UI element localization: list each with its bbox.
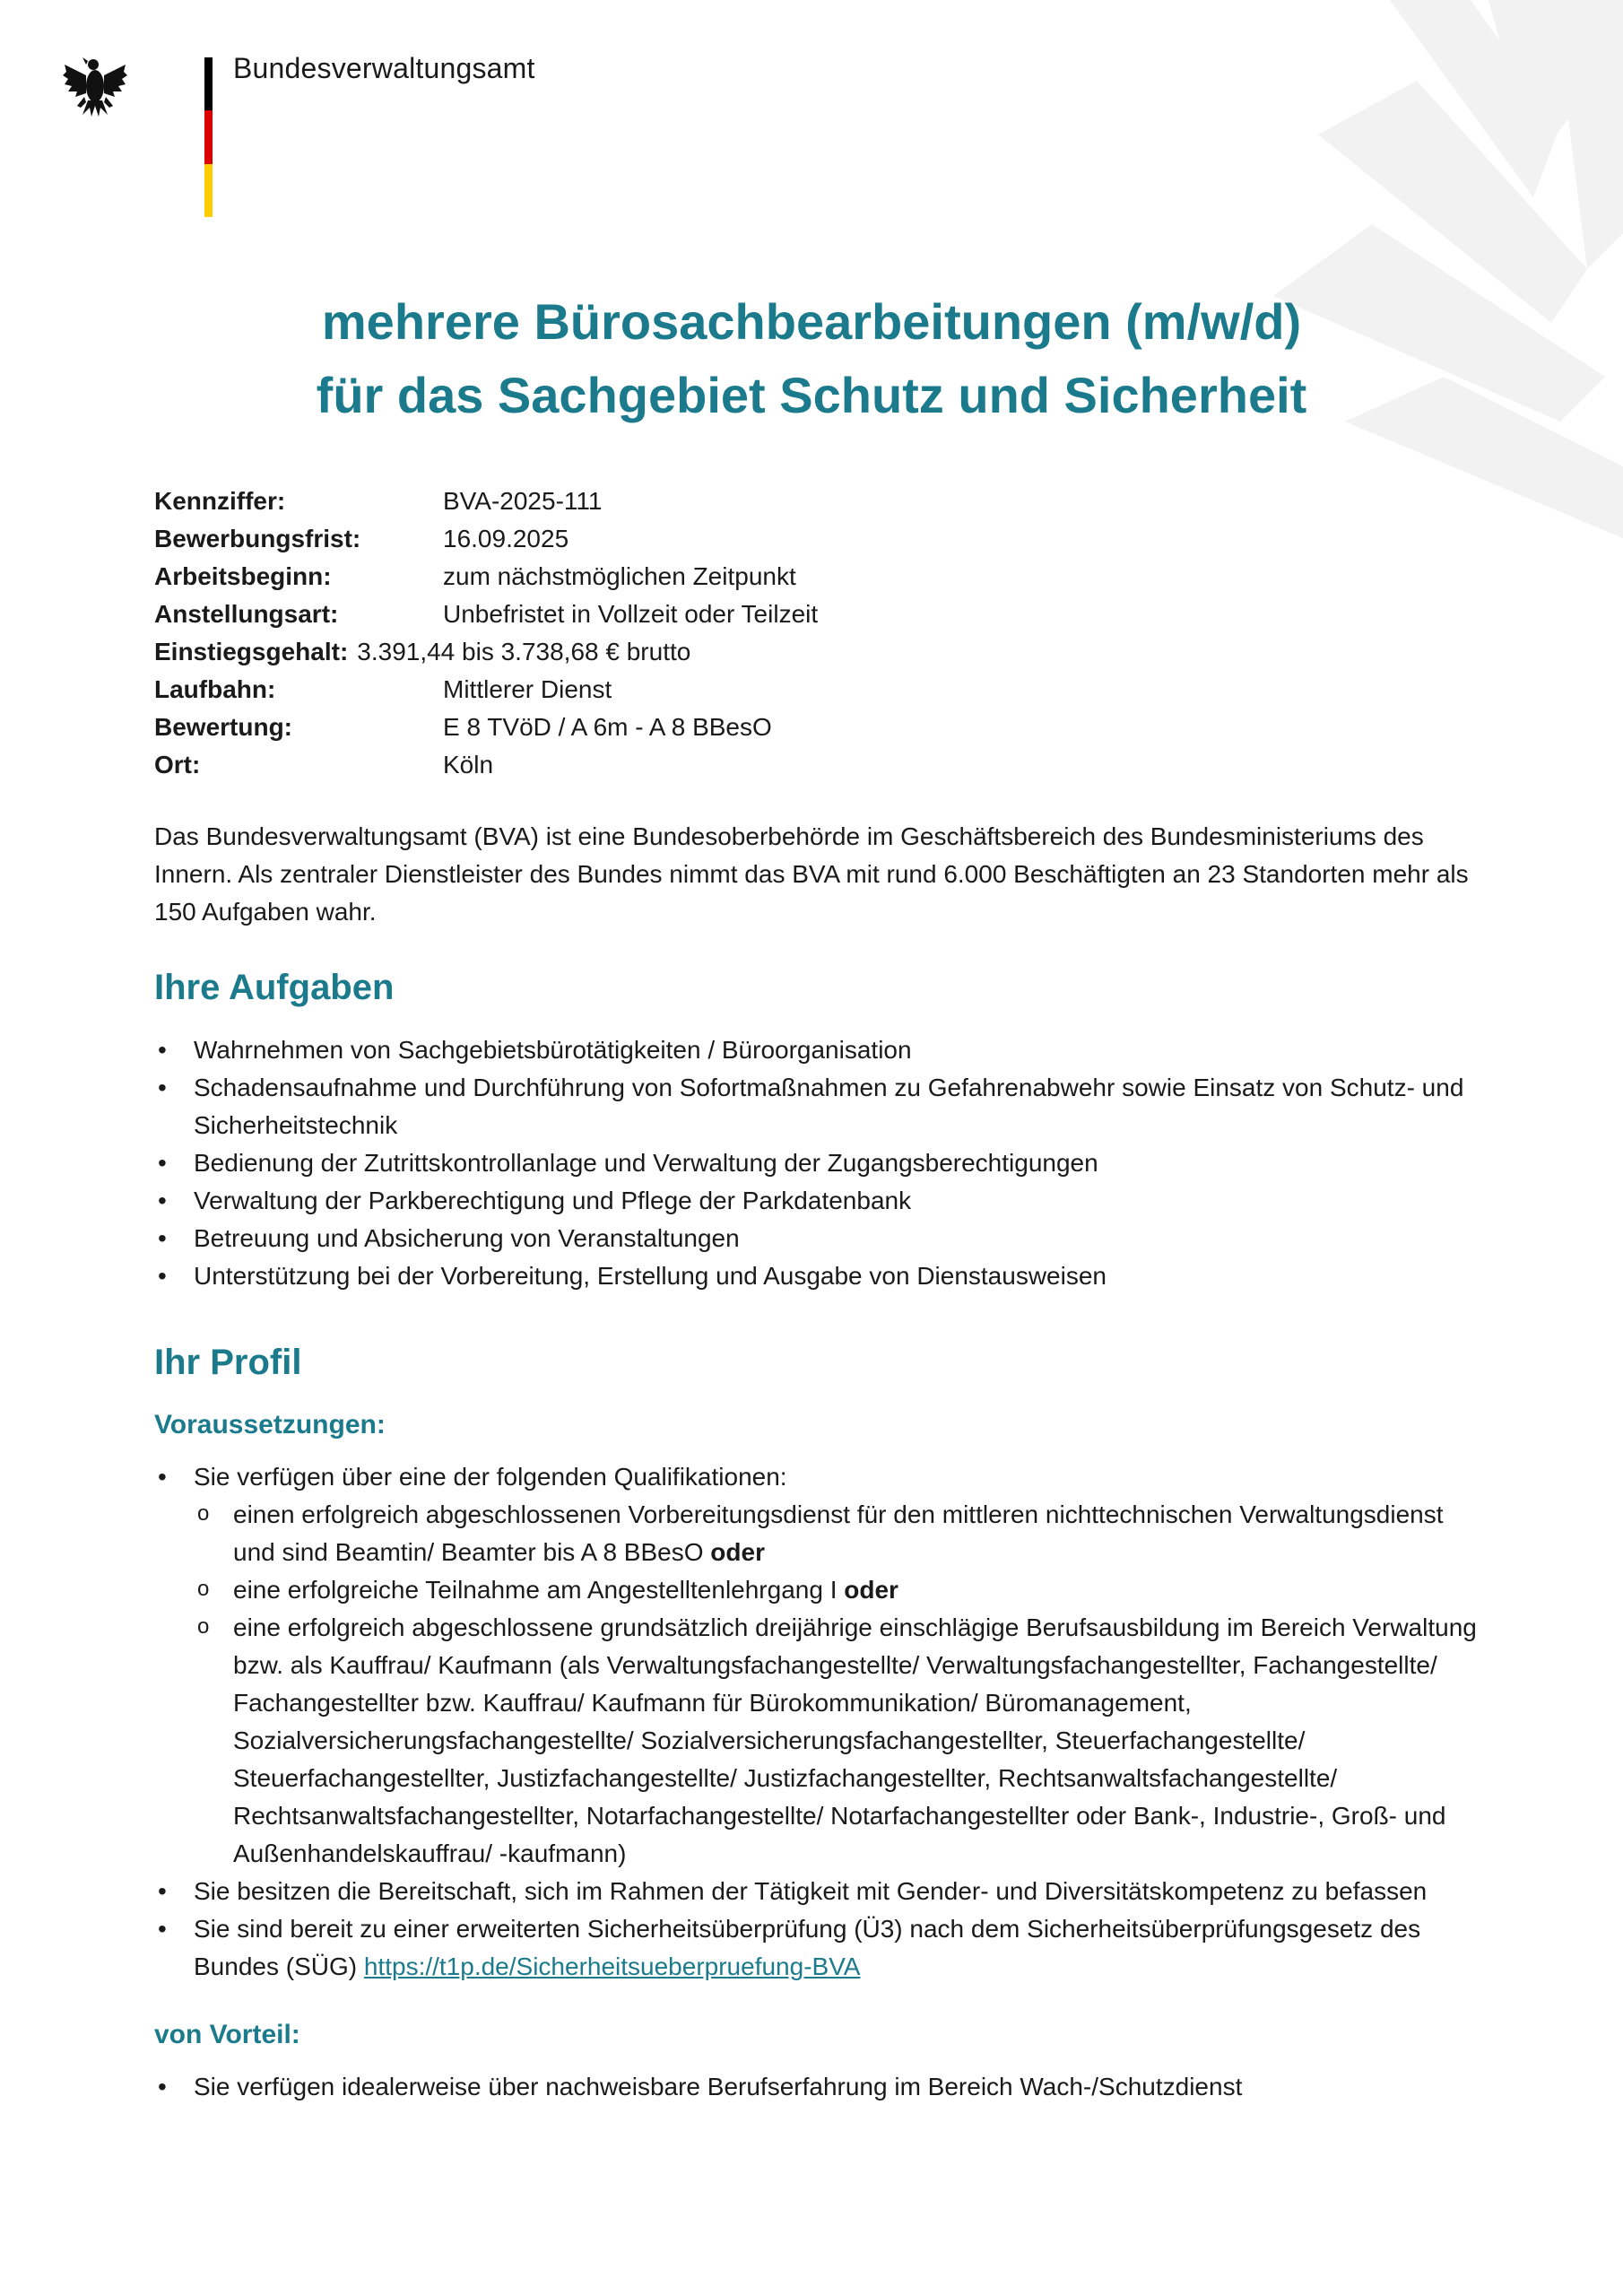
job-title-line1: mehrere Bürosachbearbeitungen (m/w/d) [321,293,1302,350]
fact-label: Ort: [154,751,201,778]
job-title-line2: für das Sachgebiet Schutz und Sicherheit [316,367,1307,423]
subheading-vorteil: von Vorteil: [154,2020,300,2049]
list-item: • Wahrnehmen von Sachgebietsbürotätigkeiten / Büroorganisation [154,1031,1481,1069]
fact-value: E 8 TVöD / A 6m - A 8 BBesO [443,713,772,741]
fact-label: Einstiegsgehalt: [154,638,349,665]
agency-logo [61,52,535,231]
fact-row [154,671,1499,709]
sublist-text: eine erfolgreiche Teilnahme am Angestelltenlehrgang I [233,1576,838,1604]
list-item [154,1458,1481,1873]
eagle-watermark-icon [1264,0,1623,556]
fact-label: Kennziffer: [154,487,286,515]
job-title [0,285,1623,432]
job-facts [154,483,1499,784]
voraussetzungen-list [154,1458,1481,1986]
list-item: • Sie verfügen idealerweise über nachweisbare Berufserfahrung im Bereich Wach-/Schutzdienst [154,2068,1481,2106]
section-heading-profil: Ihr Profil [154,1343,302,1382]
sicherheitsueberpruefung-link[interactable]: https://t1p.de/Sicherheitsueberpruefung-BVA [363,1952,861,1980]
fact-value: Unbefristet in Vollzeit oder Teilzeit [443,600,819,628]
fact-value: Mittlerer Dienst [443,675,612,703]
fact-row [154,483,1499,520]
fact-value: zum nächstmöglichen Zeitpunkt [443,562,796,590]
list-item: • Unterstützung bei der Vorbereitung, Erstellung und Ausgabe von Dienstausweisen [154,1257,1481,1295]
oder-keyword: oder [844,1576,898,1604]
list-item: • Sie besitzen die Bereitschaft, sich im Rahmen der Tätigkeit mit Gender- und Diversitätskompetenz zu befassen [154,1873,1481,1910]
fact-value: 3.391,44 bis 3.738,68 € brutto [357,638,691,665]
section-heading-aufgaben: Ihre Aufgaben [154,968,395,1007]
sublist-item [194,1571,1481,1609]
fact-label: Laufbahn: [154,675,276,703]
fact-row [154,520,1499,558]
fact-label: Arbeitsbeginn: [154,562,332,590]
flag-stripe-red [204,110,213,163]
federal-eagle-icon [61,52,129,120]
fact-value: 16.09.2025 [443,525,569,552]
fact-value: Köln [443,751,494,778]
fact-row [154,633,1499,671]
list-item: • Bedienung der Zutrittskontrollanlage und Verwaltung der Zugangsberechtigungen [154,1144,1481,1182]
fact-label: Bewertung: [154,713,292,741]
sublist-item [194,1496,1481,1571]
list-item: • Betreuung und Absicherung von Veranstaltungen [154,1220,1481,1257]
subheading-voraussetzungen: Voraussetzungen: [154,1410,386,1439]
list-item [154,1910,1481,1986]
list-item: • Verwaltung der Parkberechtigung und Pflege der Parkdatenbank [154,1182,1481,1220]
vorteil-list [154,2068,1481,2106]
fact-row [154,558,1499,596]
qualifikation-sublist [194,1496,1481,1873]
list-item: • Schadensaufnahme und Durchführung von Sofortmaßnahmen zu Gefahrenabwehr sowie Einsatz von Schutz- und Sicherheitstechnik [154,1069,1481,1144]
aufgaben-list [154,1031,1481,1295]
oder-keyword: oder [710,1538,765,1566]
sublist-item: o eine erfolgreich abgeschlossene grundsätzlich dreijährige einschlägige Berufsausbildung im Bereich Verwaltung bzw. als Kauffrau/ Kaufmann (als Verwaltungsfachangestellte/ Verwaltungsfachangestellter, Fachangestellte/ Fachangestellter bzw. Kauffrau/ Kaufmann für Bürokommunikation/ Büromanagement, Sozialversicherungsfachangestellte/ Sozialversicherungsfachangestellter, Steuerfachangestellte/ Steuerfachangestellter, Justizfachangestellte/ Justizfachangestellter, Rechtsanwaltsfachangestellte/ Rechtsanwaltsfachangestellter, Notarfachangestellte/ Notarfachangestellter oder Bank-, Industrie-, Groß- und Außenhandelskauffrau/ -kaufmann) [194,1609,1481,1873]
fact-label: Anstellungsart: [154,600,339,628]
qualifikation-intro: Sie verfügen über eine der folgenden Qualifikationen: [194,1463,787,1491]
intro-paragraph: Das Bundesverwaltungsamt (BVA) ist eine Bundesoberbehörde im Geschäftsbereich des Bundesministeriums des Innern. Als zentraler Dienstleister des Bundes nimmt das BVA mit rund 6.000 Beschäftigten an 23 Standorten mehr als 150 Aufgaben wahr. [154,822,1469,926]
fact-row [154,596,1499,633]
fact-row [154,709,1499,746]
fact-value: BVA-2025-111 [443,487,603,515]
flag-stripe-gold [204,164,213,217]
flag-stripe-black [204,57,213,110]
list-item-text: Sie sind bereit zu einer erweiterten Sicherheitsüberprüfung (Ü3) nach dem Sicherheitsüberprüfungsgesetz des Bundes (SÜG) [194,1915,1421,1980]
fact-row [154,746,1499,784]
sublist-text: einen erfolgreich abgeschlossenen Vorbereitungsdienst für den mittleren nichttechnischen Verwaltungsdienst und sind Beamtin/ Beamter bis A 8 BBesO [233,1500,1444,1566]
fact-label: Bewerbungsfrist: [154,525,361,552]
agency-name: Bundesverwaltungsamt [233,52,535,84]
flag-bar [204,57,213,217]
